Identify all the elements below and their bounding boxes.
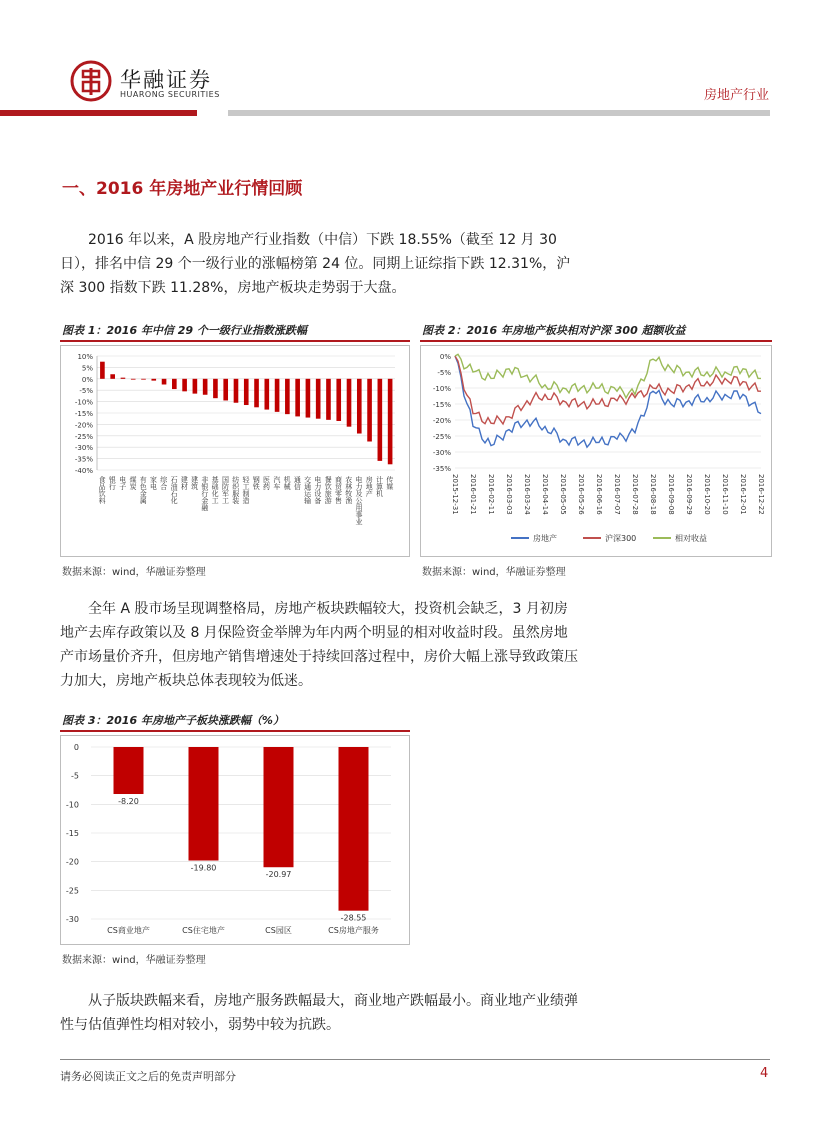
x-tick-label: 电力及公用事业 [355, 476, 364, 525]
bar-CS房地产服务 [339, 747, 369, 911]
x-tick-label: 2016-07-28 [631, 474, 639, 515]
x-tick-label: 2016-05-05 [559, 474, 567, 515]
figure-2-rule [420, 340, 772, 342]
x-tick-label: 2016-08-18 [649, 474, 657, 515]
x-tick-label: 国防军工 [221, 476, 230, 504]
y-tick-label: -15% [74, 410, 93, 418]
y-tick-label: -20 [65, 857, 79, 867]
y-tick-label: -30 [65, 915, 79, 924]
series-line-沪深300 [455, 356, 761, 424]
company-name-en: HUARONG SECURITIES [120, 90, 220, 99]
bar-CS住宅地产 [189, 747, 219, 861]
x-tick-label: 钢铁 [252, 476, 261, 490]
bar-银行 [110, 374, 115, 379]
bar-CS商业地产 [114, 747, 144, 794]
bar-综合 [162, 379, 167, 385]
x-tick-label: 食品饮料 [98, 476, 107, 504]
x-tick-label: CS商业地产 [107, 926, 150, 935]
x-tick-label: 2016-10-20 [703, 474, 711, 515]
header-bar-red [0, 110, 197, 116]
y-tick-label: -30% [432, 449, 451, 457]
bar-通信 [295, 379, 300, 417]
bar-食品饮料 [100, 362, 105, 379]
figure-2-chart [420, 345, 772, 557]
industry-bar-chart [61, 346, 409, 556]
bar-计算机 [378, 379, 383, 461]
x-tick-label: 有色金属 [139, 476, 148, 504]
figure-1-chart [60, 345, 410, 557]
y-tick-label: -30% [74, 444, 93, 453]
figure-3-rule [60, 730, 410, 732]
legend-label: 相对收益 [675, 534, 707, 543]
x-tick-label: 银行 [108, 476, 117, 490]
x-tick-label: 基础化工 [211, 476, 220, 504]
x-tick-label: 2016-04-14 [541, 474, 549, 515]
bar-电力及公用事业 [357, 379, 362, 434]
y-tick-label: -15 [65, 829, 79, 838]
x-tick-label: CS园区 [265, 926, 292, 935]
x-tick-label: 2016-07-07 [613, 474, 621, 515]
y-tick-label: -35% [74, 455, 93, 464]
bar-餐饮旅游 [326, 379, 331, 420]
data-label: -20.97 [265, 870, 292, 880]
y-tick-label: -5 [71, 771, 79, 781]
bar-建材 [182, 379, 187, 392]
bar-CS园区 [264, 747, 294, 867]
y-tick-label: -20% [74, 421, 93, 430]
x-tick-label: CS房地产服务 [328, 926, 379, 935]
x-tick-label: 交通运输 [303, 476, 312, 504]
x-tick-label: 计算机 [375, 476, 384, 497]
x-tick-label: 建筑 [190, 476, 199, 490]
figure-1-title: 图表 1：2016 年中信 29 个一级行业指数涨跌幅 [62, 324, 307, 337]
paragraph-1: 2016 年以来，A 股房地产行业指数（中信）下跌 18.55%（截至 12 月 30 日），排名中信 29 个一级行业的涨幅榜第 24 位。同期上证综指下跌 12.31%，沪深 300 指数下跌 11.28%，房地产板块走势弱于大盘。 [60, 232, 571, 296]
x-tick-label: 2016-03-03 [505, 474, 513, 515]
y-tick-label: 10% [77, 353, 93, 361]
x-tick-label: 电力设备 [313, 476, 322, 504]
legend-label: 房地产 [533, 534, 557, 543]
x-tick-label: 家电 [149, 476, 158, 490]
logo-icon [70, 60, 112, 102]
bar-家电 [151, 379, 156, 381]
figure-1-source: 数据来源：wind，华融证券整理 [62, 567, 206, 578]
company-logo [70, 60, 112, 102]
x-tick-label: 2016-03-24 [523, 474, 531, 515]
bar-国防军工 [223, 379, 228, 401]
x-tick-label: 农林牧渔 [344, 476, 353, 504]
bar-有色金属 [141, 379, 146, 380]
bar-煤炭 [131, 379, 136, 380]
x-tick-label: 非银行金融 [200, 476, 209, 511]
industry-label: 房地产行业 [703, 88, 769, 103]
data-label: -19.80 [190, 863, 217, 873]
figure-3-source: 数据来源：wind，华融证券整理 [62, 955, 206, 966]
figure-2-title: 图表 2：2016 年房地产板块相对沪深 300 超额收益 [422, 324, 686, 337]
x-tick-label: 煤炭 [128, 476, 137, 490]
x-tick-label: 传媒 [385, 476, 394, 490]
x-tick-label: 汽车 [272, 476, 281, 490]
y-tick-label: -40% [74, 467, 93, 475]
bar-机械 [285, 379, 290, 414]
paragraph-3: 从子版块跌幅来看，房地产服务跌幅最大，商业地产跌幅最小。商业地产业绩弹性与估值弹性均相对较小，弱势中较为抗跌。 [60, 993, 578, 1033]
x-tick-label: 餐饮旅游 [324, 476, 333, 504]
y-tick-label: -25% [432, 433, 451, 441]
x-tick-label: 纺织服装 [231, 476, 240, 504]
y-tick-label: -10% [432, 385, 451, 393]
figure-3-chart [60, 735, 410, 945]
bar-医药 [264, 379, 269, 410]
x-tick-label: 房地产 [365, 476, 374, 497]
paragraph-2: 全年 A 股市场呈现调整格局，房地产板块跌幅较大，投资机会缺乏，3 月初房地产去库存政策以及 8 月保险资金举牌为年内两个明显的相对收益时段。虽然房地产市场量价齐升，但房地产销售增速处于持续回落过程中，房价大幅上涨导致政策压力加大，房地产板块总体表现较为低迷。 [60, 601, 578, 689]
x-tick-label: 通信 [293, 476, 302, 490]
x-tick-label: 2016-12-22 [757, 474, 765, 515]
x-tick-label: 医药 [262, 476, 271, 490]
y-tick-label: -25% [74, 432, 93, 441]
x-tick-label: 商贸零售 [334, 476, 343, 504]
section-title: 一、2016 年房地产业行情回顾 [62, 179, 303, 199]
x-tick-label: 综合 [159, 476, 168, 490]
y-tick-label: -20% [432, 417, 451, 425]
y-tick-label: -35% [432, 465, 451, 473]
x-tick-label: 2016-02-11 [487, 474, 495, 515]
x-tick-label: 建材 [180, 476, 189, 490]
excess-return-line-chart [421, 346, 771, 556]
legend-label: 沪深300 [605, 534, 637, 543]
company-name-cn: 华融证券 [120, 68, 212, 92]
footer-rule [60, 1059, 770, 1060]
bar-非银行金融 [203, 379, 208, 395]
y-tick-label: -10% [74, 398, 93, 407]
subsector-bar-chart [61, 736, 409, 944]
bar-轻工制造 [244, 379, 249, 405]
bar-农林牧渔 [347, 379, 352, 427]
figure-1-rule [60, 340, 410, 342]
y-tick-label: -5% [79, 387, 93, 396]
figure-2-source: 数据来源：wind，华融证券整理 [422, 567, 566, 578]
y-tick-label: -5% [437, 369, 451, 377]
data-label: -8.20 [118, 797, 139, 807]
bar-交通运输 [306, 379, 311, 418]
y-tick-label: -10 [65, 800, 79, 810]
x-tick-label: 轻工制造 [242, 476, 250, 504]
bar-电子 [121, 378, 126, 379]
y-tick-label: -25 [65, 886, 79, 896]
data-label: -28.55 [340, 913, 367, 923]
y-tick-label: -15% [432, 401, 451, 409]
bar-电力设备 [316, 379, 321, 419]
footer-disclaimer: 请务必阅读正文之后的免责声明部分 [60, 1070, 236, 1083]
x-tick-label: 2016-01-21 [469, 474, 477, 515]
page-number: 4 [760, 1066, 769, 1081]
y-tick-label: 0 [73, 743, 79, 752]
x-tick-label: 2016-11-10 [721, 474, 729, 515]
y-tick-label: 5% [81, 364, 93, 373]
bar-基础化工 [213, 379, 218, 398]
bar-建筑 [193, 379, 198, 394]
figure-3-title: 图表 3：2016 年房地产子板块涨跌幅（%） [62, 714, 284, 727]
bar-钢铁 [254, 379, 259, 408]
bar-传媒 [388, 379, 393, 465]
x-tick-label: 2016-12-01 [739, 474, 747, 515]
bar-汽车 [275, 379, 280, 412]
x-tick-label: 2016-05-26 [577, 474, 585, 515]
x-tick-label: 2016-09-29 [685, 474, 693, 515]
x-tick-label: 2016-06-16 [595, 474, 603, 515]
x-tick-label: 2016-09-08 [667, 474, 675, 515]
x-tick-label: 2015-12-31 [451, 474, 459, 515]
bar-房地产 [367, 379, 372, 442]
x-tick-label: 电子 [118, 476, 127, 490]
header-bar-grey [228, 110, 770, 116]
bar-纺织服装 [234, 379, 239, 403]
x-tick-label: CS住宅地产 [182, 926, 225, 935]
y-tick-label: 0% [439, 353, 451, 361]
x-tick-label: 石油石化 [170, 476, 179, 504]
bar-石油石化 [172, 379, 177, 389]
y-tick-label: 0% [81, 375, 93, 384]
x-tick-label: 机械 [283, 476, 292, 490]
bar-商贸零售 [336, 379, 341, 421]
